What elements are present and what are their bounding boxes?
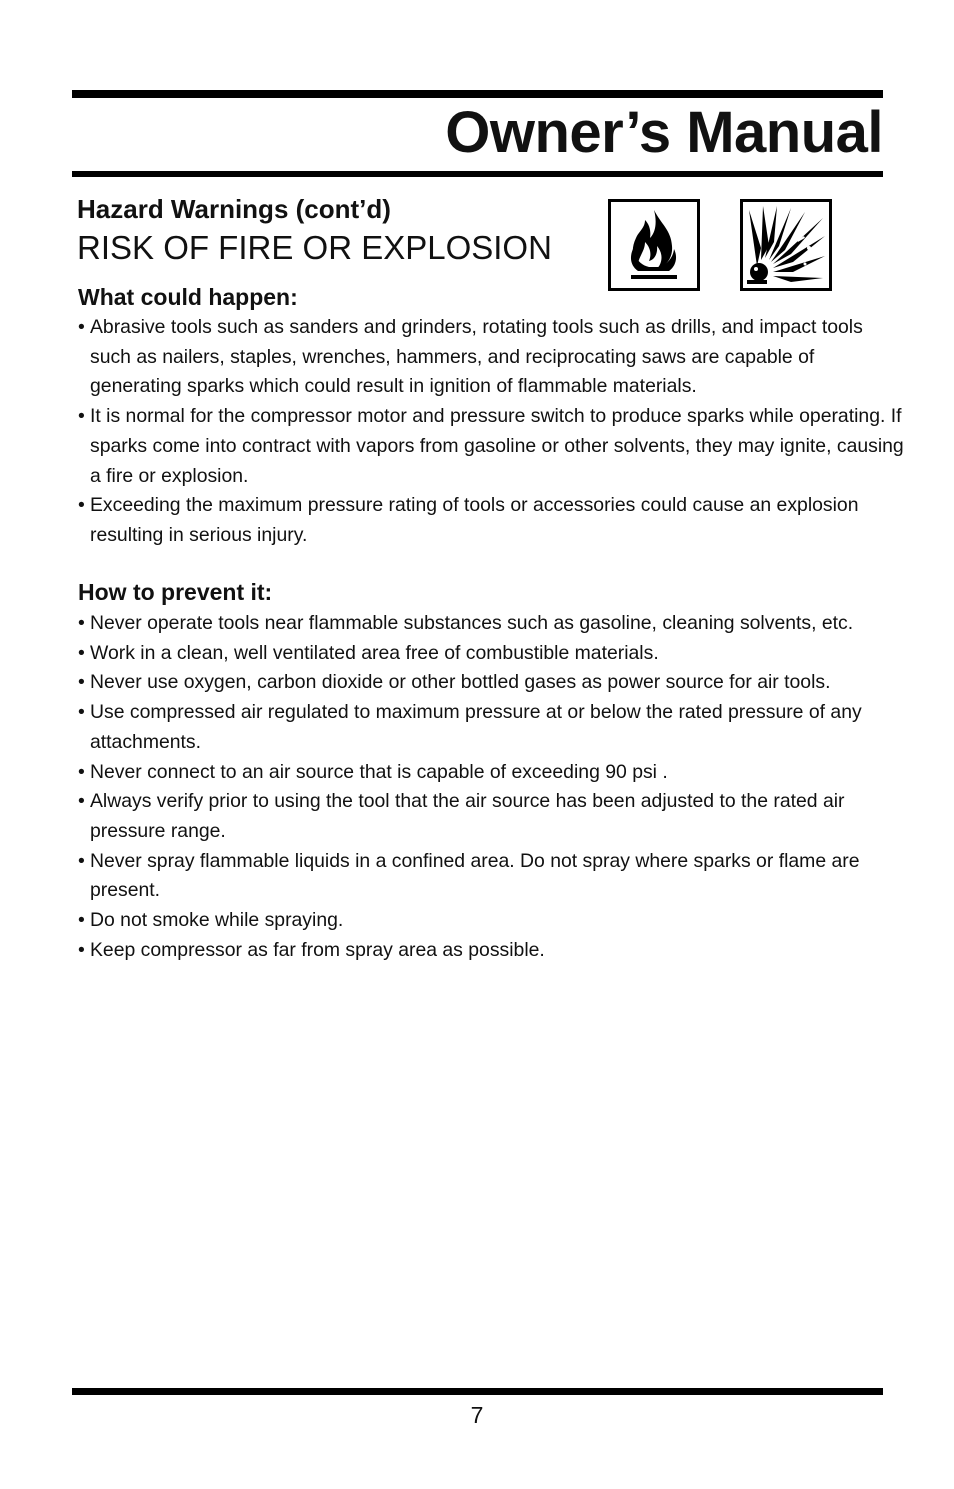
- bottom-rule: [72, 1388, 883, 1395]
- section-heading: Hazard Warnings (cont’d): [77, 194, 391, 224]
- list-item: • Keep compressor as far from spray area as possible.: [78, 936, 908, 966]
- list-item: • Never use oxygen, carbon dioxide or other bottled gases as power source for air tools.: [78, 668, 908, 698]
- list-item: • Exceeding the maximum pressure rating of tools or accessories could cause an explosion resulting in serious injury.: [78, 491, 908, 550]
- list-item: • Abrasive tools such as sanders and grinders, rotating tools such as drills, and impact tools such as nailers, staples, wrenches, hammers, and reciprocating saws are capable of generating sparks which could result in ignition of flammable materials.: [78, 313, 908, 402]
- what-could-happen-heading: What could happen:: [78, 284, 298, 310]
- top-rule-thick: [72, 90, 883, 98]
- list-item: • Work in a clean, well ventilated area free of combustible materials.: [78, 639, 908, 669]
- list-item: • Never operate tools near flammable substances such as gasoline, cleaning solvents, etc.: [78, 609, 908, 639]
- list-item: • It is normal for the compressor motor and pressure switch to produce sparks while operating. If sparks come into contract with vapors from gasoline or other solvents, they may ignite, causing a fire or explosion.: [78, 402, 908, 491]
- how-to-prevent-list: [78, 609, 908, 965]
- list-item: • Always verify prior to using the tool that the air source has been adjusted to the rated air pressure range.: [78, 787, 908, 846]
- list-item: • Do not smoke while spraying.: [78, 906, 908, 936]
- what-could-happen-list: [78, 313, 908, 551]
- how-to-prevent-heading: How to prevent it:: [78, 579, 273, 605]
- section-subheading: RISK OF FIRE OR EXPLOSION: [77, 229, 552, 266]
- top-rule-thin: [72, 171, 883, 177]
- document-title: Owner’s Manual: [445, 100, 883, 165]
- list-item: • Never connect to an air source that is capable of exceeding 90 psi .: [78, 758, 908, 788]
- explosion-icon: [740, 199, 832, 291]
- list-item: • Never spray flammable liquids in a confined area. Do not spray where sparks or flame are present.: [78, 847, 908, 906]
- flame-icon: [608, 199, 700, 291]
- page-number: 7: [470, 1402, 484, 1428]
- list-item: • Use compressed air regulated to maximum pressure at or below the rated pressure of any attachments.: [78, 698, 908, 757]
